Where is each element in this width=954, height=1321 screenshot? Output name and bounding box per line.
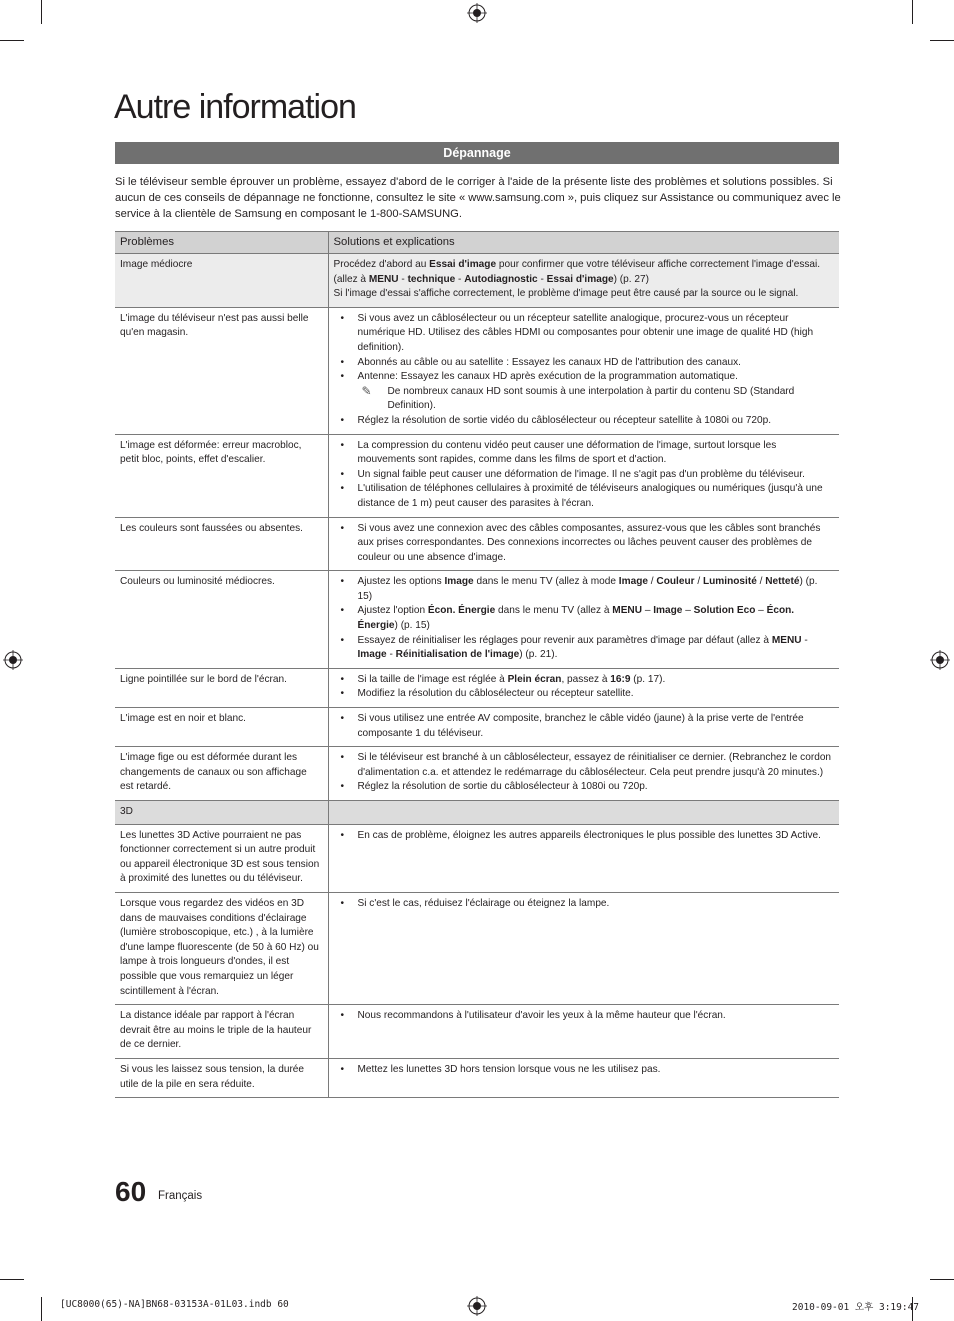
table-row [115,254,839,308]
text-run: MENU [612,605,643,617]
troubleshooting-table [115,231,839,1098]
problem-cell: L'image est déformée: erreur macrobloc, petit bloc, points, effet d'escalier. [115,434,328,517]
registration-mark-icon [467,3,487,23]
solution-item [334,439,835,468]
crop-mark [912,0,913,24]
table-row [115,1005,839,1059]
registration-mark-icon [3,650,23,670]
solution-cell [328,708,839,747]
text-run: Si c'est le cas, réduisez l'éclairage ou éteignez la lampe. [357,897,610,909]
solution-cell [328,892,839,1004]
solution-item [334,312,835,356]
text-run: ) (p. 15) [357,576,818,602]
text-run: Image [444,576,474,588]
solution-cell [328,1005,839,1059]
text-run: , passez à [561,673,611,685]
text-run: Netteté [765,576,800,588]
text-run: - [386,649,396,661]
text-run: MENU [771,634,802,646]
solution-item [334,751,835,780]
text-run: - [537,273,547,285]
page-number: 60 [115,1176,147,1207]
solution-list [334,1063,835,1078]
text-run: / [756,576,766,588]
text-run: technique [407,273,456,285]
table-row [115,801,839,825]
solution-line [334,287,835,302]
registration-mark-icon [930,650,950,670]
text-run: – [642,605,654,617]
solution-cell [328,434,839,517]
text-run: - [398,273,408,285]
text-run: Écon. Énergie [357,605,795,632]
section-heading: Dépannage [115,142,839,164]
text-run: Nous recommandons à l'utilisateur d'avoir les yeux à la même hauteur que l'écran. [357,1010,726,1022]
text-run: - [455,273,465,285]
text-run: Procédez d'abord au [333,259,430,270]
text-run: dans le menu TV (allez à [495,605,613,617]
crop-mark [0,1279,24,1280]
text-run: Réglez la résolution de sortie vidéo du câblosélecteur ou récepteur satellite à 1080i ou 720p. [357,414,772,426]
solution-line [334,258,835,287]
text-run: Couleur [656,576,695,588]
text-run: La compression du contenu vidéo peut causer une déformation de l'image, surtout lorsque les mouvements sont rapides, comme dans les films de sport et d'action. [357,439,777,466]
text-run: Essai d'image [546,273,614,285]
solution-item [334,780,835,795]
text-run: – [682,605,694,617]
crop-mark [930,1279,954,1280]
text-run: dans le menu TV (allez à mode [473,576,619,588]
text-run: / [647,576,657,588]
text-run: Solution Eco [693,605,756,617]
text-run: Si l'image d'essai s'affiche correctement, le problème d'image peut être causé par la source ou le signal. [333,288,799,300]
category-blank-cell [328,801,839,825]
intro-paragraph: Si le téléviseur semble éprouver un problème, essayez d'abord de le corriger à l'aide de la présente liste des problèmes et solutions possibles. Si aucun de ces conseils de dépannage ne fonctionne, consultez le site « www.samsung.com », puis cliquez sur Assistance ou communiquez avec le service à la clientèle de Samsung en composant le 1-800-SAMSUNG. [115,176,841,221]
solution-cell [328,254,839,308]
column-header-problems: Problèmes [115,232,328,254]
solution-list [334,897,835,912]
solution-item [334,634,835,663]
solution-item [334,829,835,844]
text-run: Si le téléviseur est branché à un câblosélecteur, essayez de réinitialiser ce dernier. (Rebranchez le cordon d'alimentation c.a. et attendez le redémarrage du câblosélecteur. Cela peut prendre jusqu'à 20 minutes.) [357,752,832,778]
solution-item [334,414,835,429]
problem-cell: L'image est en noir et blanc. [115,708,328,747]
text-run: Ajustez l'option [357,605,428,617]
problem-cell: L'image du téléviseur n'est pas aussi belle qu'en magasin. [115,307,328,434]
text-run: / [694,576,703,588]
problem-cell: Lorsque vous regardez des vidéos en 3D dans de mauvaises conditions d'éclairage (lumière stroboscopique, etc.) , à la lumière d'une lampe fluorescente (de 50 à 60 Hz) ou lampe à trois longueurs d'ondes, il est possible que vous remarquiez un léger scintillement à l'écran. [115,892,328,1004]
solution-list [334,1009,835,1024]
solution-item [334,1063,835,1078]
print-footer-timestamp: 2010-09-01 오후 3:19:47 [792,1302,920,1313]
solution-cell [328,517,839,571]
text-run: pour confirmer que votre téléviseur affiche correctement l'image d'essai. (allez à [333,259,821,285]
text-run: L'utilisation de téléphones cellulaires à proximité de téléviseurs analogiques ou numériques (jusqu'à une distance de 1 m) peut causer des parasites à l'écran. [357,483,823,509]
text-run: - [801,634,808,646]
problem-cell: L'image fige ou est déformée durant les changements de canaux ou son affichage est retardé. [115,747,328,801]
solution-item [334,522,835,566]
text-run: ) (p. 21). [519,649,558,661]
solution-item [334,575,835,604]
text-run: Modifiez la résolution du câblosélecteur ou récepteur satellite. [357,688,634,700]
text-run: ) (p. 15) [394,620,430,632]
crop-mark [0,40,24,41]
table-row [115,824,839,892]
text-run: Luminosité [702,576,757,588]
solution-cell [328,307,839,434]
table-row [115,668,839,707]
text-run: Un signal faible peut causer une déformation de l'image. Il ne s'agit pas d'un problème du téléviseur. [357,468,805,480]
solution-item [334,468,835,483]
table-row [115,307,839,434]
table-row [115,571,839,669]
crop-mark [930,40,954,41]
text-run: MENU [368,273,399,285]
crop-mark [41,0,42,24]
solution-item [334,356,835,371]
table-header-row [115,232,839,254]
text-run: Si vous avez une connexion avec des câbles composantes, assurez-vous que les câbles sont branchés aux prises correspondantes. Des connexions incorrectes ou lâches peuvent causer des problèmes de couleur ou une absence d'image. [357,522,821,563]
note [334,385,835,414]
page-title: Autre information [114,88,356,126]
text-run: Image [653,605,683,617]
column-header-solutions: Solutions et explications [328,232,839,254]
table-row [115,1058,839,1097]
category-label: 3D [115,801,328,825]
text-run: Image [357,649,387,661]
text-run: Abonnés au câble ou au satellite : Essayez les canaux HD de l'attribution des canaux. [357,356,741,368]
solution-item [334,1009,835,1024]
problem-cell: La distance idéale par rapport à l'écran devrait être au moins le triple de la hauteur de ce dernier. [115,1005,328,1059]
text-run: En cas de problème, éloignez les autres appareils électroniques le plus possible des lunettes 3D Active. [357,829,821,841]
solution-list [334,712,835,741]
text-run: Si vous avez un câblosélecteur ou un récepteur satellite analogique, procurez-vous un récepteur numérique HD. Utilisez des câbles HDMI ou composantes pour obtenir une image de qualité HD (high definition). [357,312,814,353]
problem-cell: Image médiocre [115,254,328,308]
solution-cell [328,1058,839,1097]
problem-cell: Les lunettes 3D Active pourraient ne pas fonctionner correctement si un autre produit ou appareil électronique 3D est sous tension à proximité des lunettes ou du téléviseur. [115,824,328,892]
solution-list [334,439,835,512]
text-run: ) (p. 27) [613,273,649,285]
problem-cell: Couleurs ou luminosité médiocres. [115,571,328,669]
solution-list [334,751,835,795]
solution-list [334,414,835,429]
solution-item [334,712,835,741]
table-body [115,254,839,1098]
text-run: Image [618,576,648,588]
solution-item [334,482,835,511]
note-pencil-icon: ✎ [361,383,372,398]
table-row [115,708,839,747]
note-text: De nombreux canaux HD sont soumis à une interpolation à partir du contenu SD (Standard Definition). [387,385,795,412]
table-row [115,892,839,1004]
solution-list [334,673,835,702]
table-row [115,434,839,517]
solution-cell [328,668,839,707]
solution-list [334,829,835,844]
table-row [115,747,839,801]
text-run: Réinitialisation de l'image [395,649,520,661]
solution-list [334,522,835,566]
solution-item [334,673,835,688]
registration-mark-icon [467,1296,487,1316]
table-row [115,517,839,571]
text-run: 16:9 [610,673,631,685]
solution-cell [328,571,839,669]
solution-item [334,687,835,702]
text-run: Antenne: Essayez les canaux HD après exécution de la programmation automatique. [357,371,738,383]
text-run: Essayez de réinitialiser les réglages pour revenir aux paramètres d'image par défaut (allez à [357,634,772,646]
text-run: Écon. Énergie [427,605,496,617]
text-run: Autodiagnostic [464,273,538,285]
text-run: Plein écran [507,673,562,685]
solution-list [334,312,835,385]
print-footer-file: [UC8000(65)-NA]BN68-03153A-01L03.indb 60 [60,1299,289,1310]
solution-cell [328,824,839,892]
text-run: (p. 17). [630,673,666,685]
solution-item [334,897,835,912]
crop-mark [41,1297,42,1321]
text-run: Si la taille de l'image est réglée à [357,673,508,685]
text-run: Essai d'image [429,259,497,270]
solution-item [334,370,835,385]
problem-cell: Si vous les laissez sous tension, la durée utile de la pile en sera réduite. [115,1058,328,1097]
page-language: Français [158,1190,203,1202]
problem-cell: Les couleurs sont faussées ou absentes. [115,517,328,571]
text-run: Ajustez les options [357,576,445,588]
text-run: Mettez les lunettes 3D hors tension lorsque vous ne les utilisez pas. [357,1063,661,1075]
solution-list [334,575,835,663]
problem-cell: Ligne pointillée sur le bord de l'écran. [115,668,328,707]
text-run: Réglez la résolution de sortie du câblosélecteur à 1080i ou 720p. [357,781,648,793]
text-run: Si vous utilisez une entrée AV composite, branchez le câble vidéo (jaune) à la prise verte de l'entrée composante 1 du téléviseur. [357,713,804,739]
solution-item [334,604,835,633]
text-run: – [755,605,767,617]
solution-cell [328,747,839,801]
